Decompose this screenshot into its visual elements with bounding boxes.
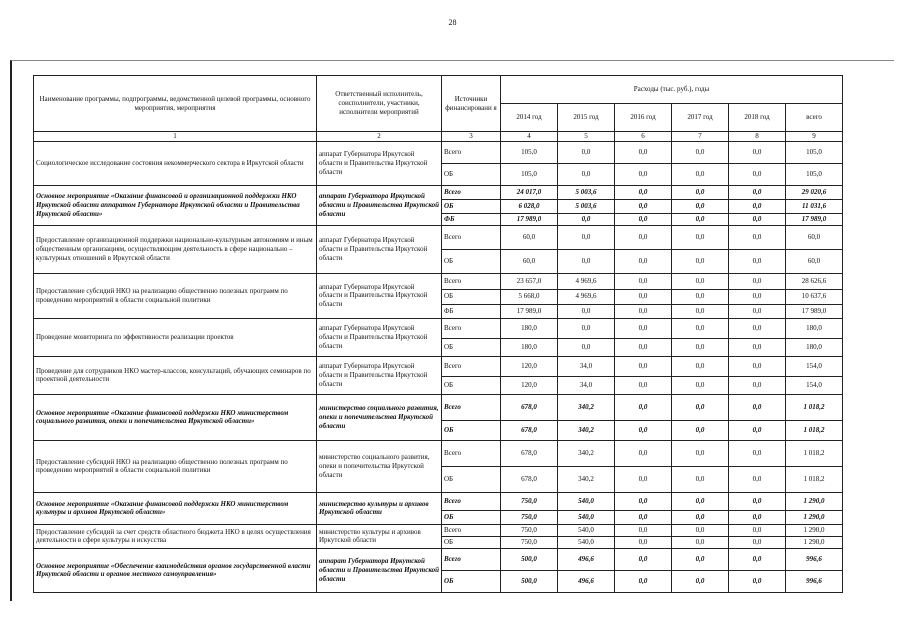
year-amount-cell: 500,0	[501, 570, 558, 592]
funding-source-cell: ОБ	[442, 466, 501, 492]
year-amount-cell: 750,0	[501, 524, 558, 536]
year-amount-cell: 496,6	[558, 570, 615, 592]
header-row	[34, 76, 843, 104]
header-expenses: Расходы (тыс. руб.), годы	[501, 76, 843, 104]
year-amount-cell: 0,0	[615, 394, 672, 420]
total-amount-cell: 17 989,0	[786, 213, 843, 225]
year-amount-cell: 0,0	[729, 225, 786, 249]
total-amount-cell: 154,0	[786, 376, 843, 394]
year-amount-cell: 0,0	[672, 273, 729, 289]
year-amount-cell: 0,0	[729, 394, 786, 420]
year-amount-cell: 0,0	[729, 338, 786, 356]
year-amount-cell: 540,0	[558, 524, 615, 536]
program-name-cell: Проведение мониторинга по эффективности реализации проектов	[34, 318, 317, 356]
year-amount-cell: 120,0	[501, 376, 558, 394]
program-name-cell: Предоставление субсидий НКО на реализацию общественно полезных программ по проведению мероприятий в области социальной политики	[34, 440, 317, 492]
year-amount-cell: 0,0	[615, 199, 672, 213]
table-row	[34, 548, 843, 570]
executor-cell: аппарат Губернатора Иркутской области и Правительства Иркутской области	[317, 318, 442, 356]
funding-source-cell: Всего	[442, 185, 501, 199]
column-index: 3	[442, 132, 501, 142]
total-amount-cell: 180,0	[786, 338, 843, 356]
column-index: 9	[786, 132, 843, 142]
program-name-cell: Социологическое исследование состояния некоммерческого сектора в Иркутской области	[34, 141, 317, 185]
column-index: 1	[34, 132, 317, 142]
year-amount-cell: 60,0	[501, 249, 558, 273]
year-amount-cell: 340,2	[558, 394, 615, 420]
year-amount-cell: 0,0	[672, 163, 729, 185]
executor-cell: аппарат Губернатора Иркутской области и Правительства Иркутской области	[317, 356, 442, 394]
executor-cell: аппарат Губернатора Иркутской области и Правительства Иркутской области	[317, 273, 442, 318]
year-amount-cell: 0,0	[672, 570, 729, 592]
total-amount-cell: 1 290,0	[786, 536, 843, 548]
executor-cell: министерство культуры и архивов Иркутской области	[317, 524, 442, 548]
year-amount-cell: 0,0	[729, 185, 786, 199]
year-amount-cell: 0,0	[615, 356, 672, 376]
total-amount-cell: 1 018,2	[786, 466, 843, 492]
year-amount-cell: 0,0	[615, 273, 672, 289]
year-amount-cell: 678,0	[501, 394, 558, 420]
year-amount-cell: 0,0	[729, 536, 786, 548]
total-amount-cell: 10 637,6	[786, 289, 843, 304]
funding-source-cell: Всего	[442, 141, 501, 163]
year-amount-cell: 540,0	[558, 510, 615, 524]
year-amount-cell: 0,0	[729, 356, 786, 376]
year-amount-cell: 0,0	[615, 420, 672, 440]
year-amount-cell: 0,0	[558, 338, 615, 356]
header-year: 2015 год	[558, 104, 615, 132]
year-amount-cell: 0,0	[729, 249, 786, 273]
program-name-cell: Предоставление субсидий НКО на реализацию общественно полезных программ по проведению мероприятий в области социальной политики	[34, 273, 317, 318]
year-amount-cell: 0,0	[615, 304, 672, 318]
column-index-row	[34, 132, 843, 142]
year-amount-cell: 0,0	[729, 492, 786, 510]
year-amount-cell: 0,0	[729, 199, 786, 213]
table-body	[34, 141, 843, 592]
year-amount-cell: 0,0	[729, 548, 786, 570]
year-amount-cell: 0,0	[729, 420, 786, 440]
year-amount-cell: 0,0	[729, 376, 786, 394]
table-row	[34, 185, 843, 199]
year-amount-cell: 0,0	[672, 318, 729, 338]
year-amount-cell: 0,0	[672, 199, 729, 213]
year-amount-cell: 0,0	[672, 225, 729, 249]
year-amount-cell: 0,0	[615, 492, 672, 510]
executor-cell: аппарат Губернатора Иркутской области и Правительства Иркутской области	[317, 141, 442, 185]
year-amount-cell: 0,0	[729, 304, 786, 318]
year-amount-cell: 0,0	[558, 249, 615, 273]
executor-cell: аппарат Губернатора Иркутской области и Правительства Иркутской области	[317, 548, 442, 592]
total-amount-cell: 1 018,2	[786, 440, 843, 466]
total-amount-cell: 17 989,0	[786, 304, 843, 318]
funding-source-cell: ОБ	[442, 536, 501, 548]
year-amount-cell: 0,0	[729, 213, 786, 225]
table-row	[34, 440, 843, 466]
total-amount-cell: 1 290,0	[786, 524, 843, 536]
year-amount-cell: 180,0	[501, 338, 558, 356]
year-amount-cell: 0,0	[672, 249, 729, 273]
year-amount-cell: 0,0	[615, 163, 672, 185]
year-amount-cell: 17 989,0	[501, 213, 558, 225]
executor-cell: министерство культуры и архивов Иркутской области	[317, 492, 442, 524]
year-amount-cell: 0,0	[672, 492, 729, 510]
total-amount-cell: 105,0	[786, 141, 843, 163]
year-amount-cell: 0,0	[729, 318, 786, 338]
year-amount-cell: 0,0	[615, 185, 672, 199]
column-index: 5	[558, 132, 615, 142]
year-amount-cell: 0,0	[615, 548, 672, 570]
funding-source-cell: Всего	[442, 524, 501, 536]
funding-source-cell: Всего	[442, 548, 501, 570]
column-index: 6	[615, 132, 672, 142]
page-number: 28	[448, 18, 457, 27]
year-amount-cell: 0,0	[558, 225, 615, 249]
year-amount-cell: 0,0	[729, 524, 786, 536]
funding-source-cell: ОБ	[442, 249, 501, 273]
program-name-cell: Основное мероприятие «Оказание финансовой и организационной поддержки НКО Иркутской области аппаратом Губернатора Иркутской области и Правительства Иркутской области»	[34, 185, 317, 225]
year-amount-cell: 24 017,0	[501, 185, 558, 199]
year-amount-cell: 0,0	[558, 141, 615, 163]
program-name-cell: Предоставление субсидий за счет средств областного бюджета НКО в целях осуществления деятельности в сфере культуры и искусства	[34, 524, 317, 548]
year-amount-cell: 0,0	[615, 570, 672, 592]
year-amount-cell: 0,0	[672, 141, 729, 163]
total-amount-cell: 29 020,6	[786, 185, 843, 199]
year-amount-cell: 340,2	[558, 420, 615, 440]
budget-table	[33, 75, 843, 593]
year-amount-cell: 0,0	[615, 524, 672, 536]
column-index: 4	[501, 132, 558, 142]
total-amount-cell: 105,0	[786, 163, 843, 185]
year-amount-cell: 0,0	[729, 163, 786, 185]
year-amount-cell: 750,0	[501, 510, 558, 524]
total-amount-cell: 60,0	[786, 225, 843, 249]
year-amount-cell: 0,0	[558, 304, 615, 318]
table-row	[34, 356, 843, 376]
year-amount-cell: 5 668,0	[501, 289, 558, 304]
year-amount-cell: 0,0	[729, 440, 786, 466]
header-total: всего	[786, 104, 843, 132]
column-index: 8	[729, 132, 786, 142]
funding-source-cell: Всего	[442, 440, 501, 466]
funding-source-cell: Всего	[442, 356, 501, 376]
program-name-cell: Основное мероприятие «Обеспечение взаимодействия органов государственной власти Иркутской области и органов местного самоуправления»	[34, 548, 317, 592]
year-amount-cell: 496,6	[558, 548, 615, 570]
total-amount-cell: 1 290,0	[786, 510, 843, 524]
year-amount-cell: 180,0	[501, 318, 558, 338]
year-amount-cell: 678,0	[501, 420, 558, 440]
year-amount-cell: 0,0	[729, 570, 786, 592]
funding-source-cell: ОБ	[442, 420, 501, 440]
header-executor: Ответственный исполнитель, соисполнители, участники, исполнители мероприятий	[317, 76, 442, 132]
program-name-cell: Предоставление организационной поддержки национально-культурным автономиям и иным общественным организациям, осуществляющим деятельность в сфере национально – культурных отношений в Иркутской области	[34, 225, 317, 273]
funding-source-cell: ФБ	[442, 304, 501, 318]
year-amount-cell: 0,0	[558, 163, 615, 185]
year-amount-cell: 34,0	[558, 356, 615, 376]
total-amount-cell: 996,6	[786, 570, 843, 592]
header-program-name: Наименование программы, подпрограммы, ведомственной целевой программы, основного мероприятия, мероприятия	[34, 76, 317, 132]
funding-source-cell: Всего	[442, 225, 501, 249]
year-amount-cell: 0,0	[672, 510, 729, 524]
total-amount-cell: 28 626,6	[786, 273, 843, 289]
year-amount-cell: 0,0	[672, 440, 729, 466]
year-amount-cell: 105,0	[501, 141, 558, 163]
total-amount-cell: 180,0	[786, 318, 843, 338]
year-amount-cell: 0,0	[672, 185, 729, 199]
year-amount-cell: 0,0	[615, 225, 672, 249]
year-amount-cell: 0,0	[615, 466, 672, 492]
year-amount-cell: 0,0	[672, 548, 729, 570]
funding-source-cell: ОБ	[442, 163, 501, 185]
total-amount-cell: 60,0	[786, 249, 843, 273]
year-amount-cell: 0,0	[672, 213, 729, 225]
funding-source-cell: ОБ	[442, 289, 501, 304]
year-amount-cell: 540,0	[558, 536, 615, 548]
funding-source-cell: ОБ	[442, 376, 501, 394]
total-amount-cell: 1 018,2	[786, 394, 843, 420]
year-amount-cell: 0,0	[615, 289, 672, 304]
executor-cell: аппарат Губернатора Иркутской области и Правительства Иркутской области	[317, 185, 442, 225]
funding-source-cell: Всего	[442, 318, 501, 338]
year-amount-cell: 105,0	[501, 163, 558, 185]
year-amount-cell: 0,0	[729, 510, 786, 524]
year-amount-cell: 0,0	[615, 141, 672, 163]
year-amount-cell: 0,0	[558, 318, 615, 338]
year-amount-cell: 0,0	[729, 289, 786, 304]
year-amount-cell: 0,0	[615, 440, 672, 466]
total-amount-cell: 11 031,6	[786, 199, 843, 213]
year-amount-cell: 0,0	[672, 394, 729, 420]
year-amount-cell: 5 003,6	[558, 185, 615, 199]
year-amount-cell: 0,0	[672, 524, 729, 536]
year-amount-cell: 750,0	[501, 536, 558, 548]
executor-cell: министерство социального развития, опеки и попечительства Иркутской области	[317, 394, 442, 440]
header-year: 2014 год	[501, 104, 558, 132]
funding-source-cell: ОБ	[442, 510, 501, 524]
year-amount-cell: 0,0	[672, 338, 729, 356]
year-amount-cell: 0,0	[615, 213, 672, 225]
year-amount-cell: 0,0	[615, 249, 672, 273]
funding-source-cell: ФБ	[442, 213, 501, 225]
table-row	[34, 394, 843, 420]
funding-source-cell: ОБ	[442, 570, 501, 592]
header-sources: Источники финансировани я	[442, 76, 501, 132]
funding-source-cell: Всего	[442, 394, 501, 420]
column-index: 7	[672, 132, 729, 142]
year-amount-cell: 500,0	[501, 548, 558, 570]
funding-source-cell: Всего	[442, 492, 501, 510]
table-row	[34, 141, 843, 163]
year-amount-cell: 0,0	[729, 141, 786, 163]
year-amount-cell: 4 969,6	[558, 273, 615, 289]
executor-cell: аппарат Губернатора Иркутской области и Правительства Иркутской области	[317, 225, 442, 273]
year-amount-cell: 0,0	[672, 289, 729, 304]
column-index: 2	[317, 132, 442, 142]
year-amount-cell: 0,0	[615, 338, 672, 356]
year-amount-cell: 0,0	[672, 304, 729, 318]
year-amount-cell: 0,0	[615, 536, 672, 548]
year-amount-cell: 0,0	[672, 356, 729, 376]
year-amount-cell: 6 028,0	[501, 199, 558, 213]
table-row	[34, 492, 843, 510]
year-amount-cell: 0,0	[615, 510, 672, 524]
year-amount-cell: 750,0	[501, 492, 558, 510]
year-amount-cell: 23 657,0	[501, 273, 558, 289]
total-amount-cell: 1 290,0	[786, 492, 843, 510]
funding-source-cell: ОБ	[442, 338, 501, 356]
header-year: 2018 год	[729, 104, 786, 132]
year-amount-cell: 0,0	[672, 420, 729, 440]
year-amount-cell: 17 989,0	[501, 304, 558, 318]
header-year: 2016 год	[615, 104, 672, 132]
executor-cell: министерство социального развития, опеки и попечительства Иркутской области	[317, 440, 442, 492]
total-amount-cell: 996,6	[786, 548, 843, 570]
year-amount-cell: 678,0	[501, 440, 558, 466]
total-amount-cell: 1 018,2	[786, 420, 843, 440]
year-amount-cell: 340,2	[558, 440, 615, 466]
table-row	[34, 524, 843, 536]
total-amount-cell: 154,0	[786, 356, 843, 376]
table-row	[34, 273, 843, 289]
year-amount-cell: 0,0	[558, 213, 615, 225]
year-amount-cell: 34,0	[558, 376, 615, 394]
year-amount-cell: 340,2	[558, 466, 615, 492]
year-amount-cell: 0,0	[615, 318, 672, 338]
year-amount-cell: 4 969,6	[558, 289, 615, 304]
table-row	[34, 318, 843, 338]
program-name-cell: Основное мероприятие «Оказание финансовой поддержки НКО министерством социального развития, опеки и попечительства Иркутской области»	[34, 394, 317, 440]
year-amount-cell: 0,0	[615, 376, 672, 394]
year-amount-cell: 0,0	[729, 466, 786, 492]
program-name-cell: Основное мероприятие «Оказание финансовой поддержки НКО министерством культуры и архивов Иркутской области»	[34, 492, 317, 524]
year-amount-cell: 120,0	[501, 356, 558, 376]
year-amount-cell: 0,0	[672, 376, 729, 394]
year-amount-cell: 0,0	[672, 466, 729, 492]
year-amount-cell: 0,0	[729, 273, 786, 289]
header-year: 2017 год	[672, 104, 729, 132]
year-amount-cell: 60,0	[501, 225, 558, 249]
year-amount-cell: 540,0	[558, 492, 615, 510]
funding-source-cell: ОБ	[442, 199, 501, 213]
year-amount-cell: 678,0	[501, 466, 558, 492]
year-amount-cell: 0,0	[672, 536, 729, 548]
program-name-cell: Проведение для сотрудников НКО мастер-классов, консультаций, обучающих семинаров по проектной деятельности	[34, 356, 317, 394]
funding-source-cell: Всего	[442, 273, 501, 289]
year-amount-cell: 5 003,6	[558, 199, 615, 213]
table-row	[34, 225, 843, 249]
